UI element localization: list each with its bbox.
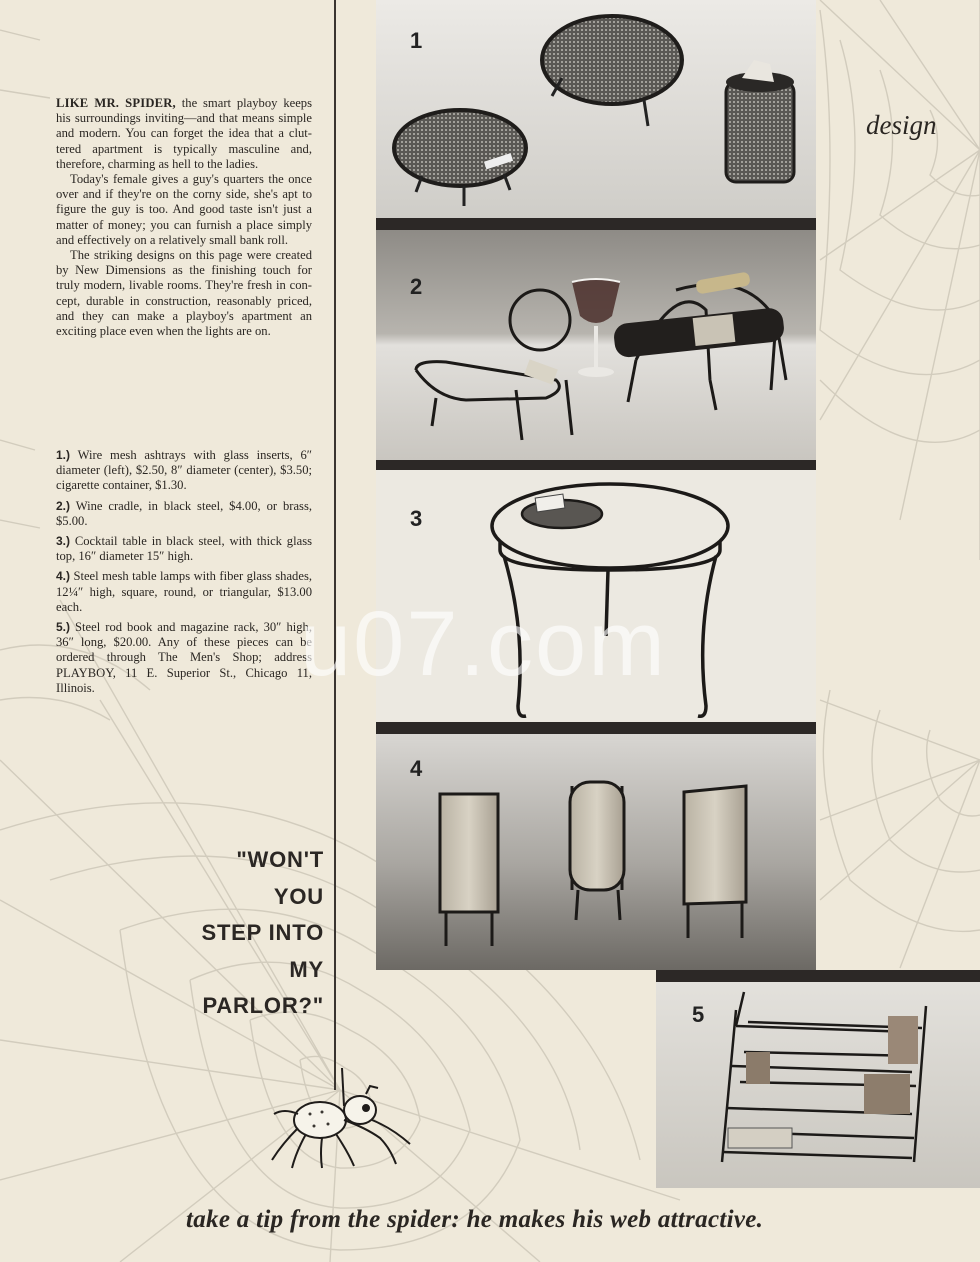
pull-quote [150,842,324,1025]
photo-number: 1 [410,28,423,53]
photo-divider-bar [376,460,816,470]
photo-divider-bar [376,722,816,734]
paragraph-3: The striking designs on this page were created by New Dimensions as the finishing touch for truly modern, livable rooms. They're fresh in concept, durable in construction, reasonably priced, and they can make a playboy's apartment an exciting place even when the lights are on. [56,248,312,339]
ashtrays-illustration [376,0,816,218]
photo-wine-cradle [376,230,816,460]
caption-item [56,620,312,696]
table-lamps-illustration [376,734,816,970]
book-rack-illustration [656,982,980,1188]
paragraph-1-text: the smart playboy keeps his surroundings inviting—and that means simple and modern. You can forget the idea that a cluttered apartment is typically masculine and, therefore, charming as hell to the ladies. [56,96,312,171]
caption-text: Steel mesh table lamps with fiber glass shades, 12¼″ high, square, round, or triangular, $13.00 each. [56,569,312,614]
photo-number: 4 [410,756,423,781]
quote-line: "WON'T [236,847,324,872]
vertical-divider [334,0,336,1090]
caption-item [56,499,312,529]
wine-cradle-illustration [376,230,816,460]
caption-text: Wire mesh ashtrays with glass inserts, 6″ diameter (left), $2.50, 8″ diameter (center), $3.50; cigarette container, $1.30. [56,448,312,493]
caption-number: 2.) [56,498,71,513]
caption-list [56,448,312,701]
caption-number: 3.) [56,534,71,549]
spider-illustration [262,1068,422,1172]
photo-number: 2 [410,274,423,299]
web-upper-right [820,0,980,560]
caption-number: 1.) [56,448,71,462]
article-body [56,96,312,339]
quote-line: YOU [273,883,324,909]
photo-number: 5 [692,1002,705,1027]
caption-item [56,569,312,615]
paragraph-2: Today's female gives a guy's quarters the once over and if they're on the corny side, she's apt to figure the guy is too. And good taste isn't just a matter of money; you can furnish a place simply and effectively on a relatively small bank roll. [56,172,312,247]
caption-text: Cocktail table in black steel, with thick glass top, 16″ diameter 15″ high. [56,534,312,564]
photo-ashtrays [376,0,816,218]
paragraph-1 [56,96,312,172]
caption-item [56,534,312,564]
caption-text: Steel rod book and magazine rack, 30″ high, 36″ long, $20.00. Any of these pieces can be ordered through The Men's Shop; address PLAYBOY, 11 E. Superior St., Chicago 11, Illinois. [56,620,312,695]
caption-item [56,448,312,494]
tagline: take a tip from the spider: he makes his web attractive. [186,1206,764,1233]
lead-in: LIKE MR. SPIDER, [56,96,176,110]
quote-line: PARLOR?" [202,993,324,1018]
caption-number: 4.) [56,569,71,584]
quote-line: MY [289,956,324,982]
quote-line: STEP INTO [201,920,324,945]
watermark: u07.com [300,593,667,695]
caption-number: 5.) [56,620,71,635]
photo-divider-bar [656,970,980,982]
web-middle-right [820,690,980,968]
photo-divider-bar [376,218,816,230]
section-label: design [866,110,937,140]
caption-text: Wine cradle, in black steel, $4.00, or brass, $5.00. [56,498,312,528]
photo-number: 3 [410,506,423,531]
photo-table-lamps [376,734,816,970]
photo-book-rack [656,982,980,1188]
